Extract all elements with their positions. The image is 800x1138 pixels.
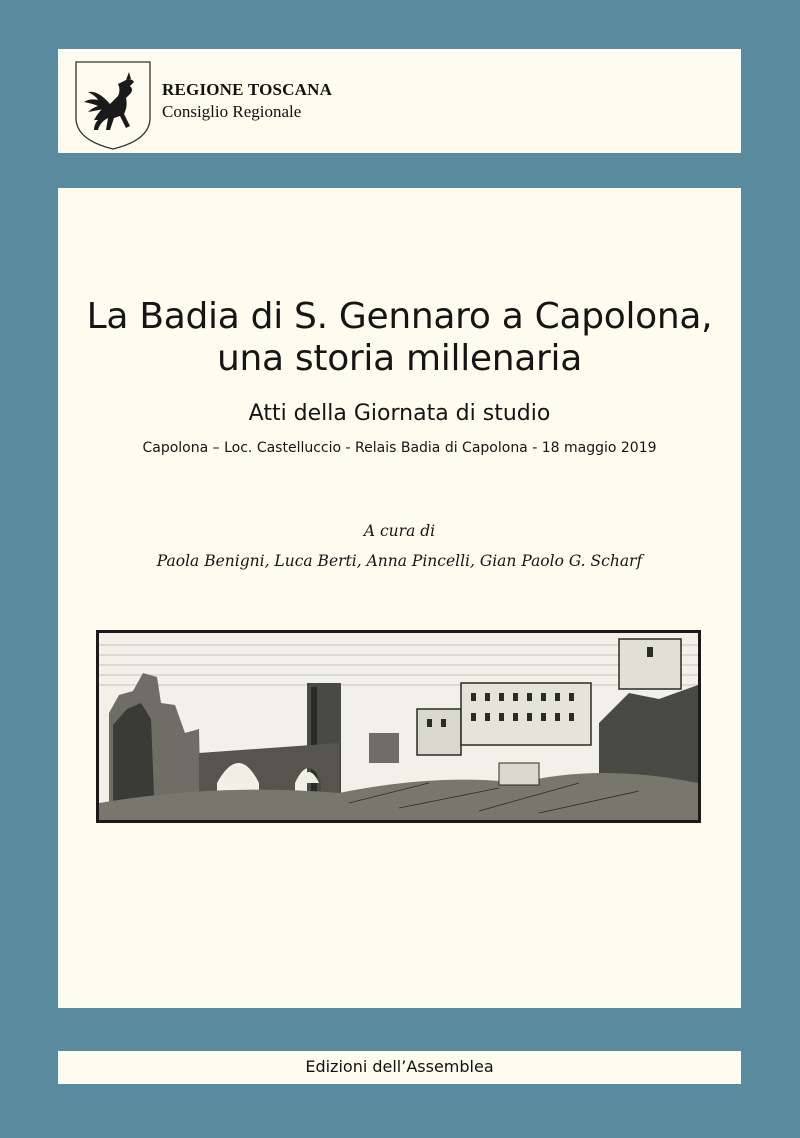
region-name: REGIONE TOSCANA <box>162 80 333 99</box>
book-title-line-1: La Badia di S. Gennaro a Capolona, <box>86 296 713 337</box>
editors-list: Paola Benigni, Luca Berti, Anna Pincelli, Gian Paolo G. Scharf <box>156 552 643 570</box>
region-subtitle: Consiglio Regionale <box>162 102 302 121</box>
publisher-footer <box>58 1051 741 1084</box>
book-title-line-2: una storia millenaria <box>216 338 582 379</box>
engraving-drawing <box>99 633 698 820</box>
header-panel <box>58 49 741 153</box>
curated-by-label: A cura di <box>363 522 436 540</box>
engraving-ruins-illustration <box>96 630 701 823</box>
region-heading <box>162 79 332 123</box>
cover-main-panel <box>58 188 741 1008</box>
publisher-name: Edizioni dell’Assemblea <box>305 1057 494 1076</box>
book-subtitle: Atti della Giornata di studio <box>248 401 551 426</box>
pegasus-crest-icon <box>74 60 152 151</box>
event-venue-date: Capolona – Loc. Castelluccio - Relais Badia di Capolona - 18 maggio 2019 <box>142 440 657 456</box>
